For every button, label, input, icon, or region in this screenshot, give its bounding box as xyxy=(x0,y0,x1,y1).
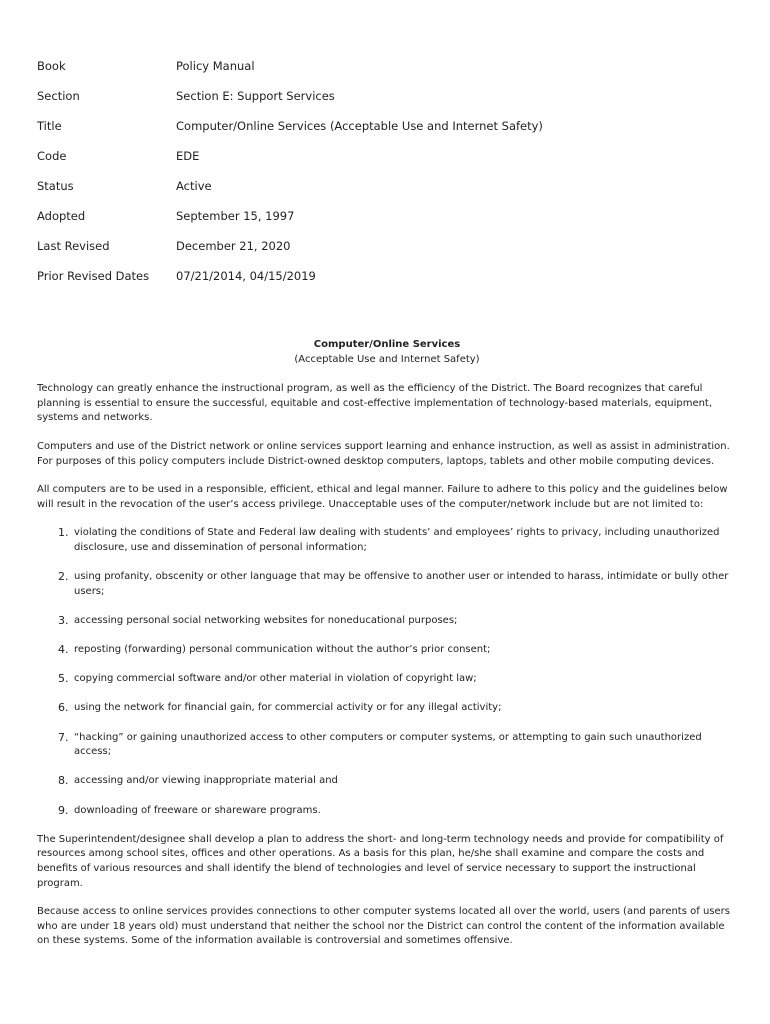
document-title: Computer/Online Services xyxy=(313,339,461,350)
list-item-number: 6. xyxy=(58,701,69,715)
document-subtitle: (Acceptable Use and Internet Safety) xyxy=(294,353,480,365)
list-item-text: using profanity, obscenity or other language that may be offensive to another user or intended to harass, intimidate or bully other users; xyxy=(74,571,729,597)
meta-value: September 15, 1997 xyxy=(176,209,295,223)
meta-value: 07/21/2014, 04/15/2019 xyxy=(176,269,316,283)
meta-value: December 21, 2020 xyxy=(176,239,291,253)
list-item-number: 8. xyxy=(58,774,69,788)
list-item-text: reposting (forwarding) personal communication without the author’s prior consent; xyxy=(74,644,491,656)
list-item-number: 9. xyxy=(58,803,69,817)
body-paragraph: The Superintendent/designee shall develop a plan to address the short- and long-term technology needs and provide for compatibility of resources among school sites, offices and other operations. As a basis for this plan, he/she shall examine and compare the costs and benefits of various resources and shall identify the blend of technologies and level of service necessary to support the instructional program. xyxy=(37,833,724,889)
list-item-text: “hacking” or gaining unauthorized access to other computers or computer systems, or attempting to gain such unauthorized access; xyxy=(74,731,702,758)
list-item-text: downloading of freeware or shareware programs. xyxy=(74,804,321,816)
meta-label: Code xyxy=(37,149,67,163)
body-paragraph: Computers and use of the District network or online services support learning and enhance instruction, as well as assist in administration. For purposes of this policy computers include District-owned desktop computers, laptops, tablets and other mobile computing devices. xyxy=(37,440,730,467)
list-item-text: violating the conditions of State and Federal law dealing with students’ and employees’ rights to privacy, including unauthorized disclosure, use and dissemination of personal information; xyxy=(74,527,720,553)
meta-value: Computer/Online Services (Acceptable Use and Internet Safety) xyxy=(176,119,543,133)
meta-value: Active xyxy=(176,179,212,193)
list-item xyxy=(37,570,737,599)
list-item xyxy=(37,701,737,716)
list-item-number: 7. xyxy=(58,730,69,744)
meta-label: Adopted xyxy=(37,209,86,223)
list-item-text: accessing personal social networking websites for noneducational purposes; xyxy=(74,614,458,626)
list-item-number: 3. xyxy=(58,613,69,627)
list-item xyxy=(37,526,737,555)
meta-label: Prior Revised Dates xyxy=(37,269,150,283)
body-paragraph: Because access to online services provides connections to other computer systems located all over the world, users (and parents of users who are under 18 years old) must understand that neither the school nor the District can control the content of the information available on these systems. Some of the information available is controversial and sometimes offensive. xyxy=(37,906,730,947)
list-item xyxy=(37,804,737,819)
body-paragraph: Technology can greatly enhance the instructional program, as well as the efficiency of the District. The Board recognizes that careful planning is essential to ensure the successful, equitable and cost-effective implementation of technology-based materials, equipment, systems and networks. xyxy=(37,383,713,424)
meta-label: Last Revised xyxy=(37,239,110,253)
list-item-text: using the network for financial gain, for commercial activity or for any illegal activity; xyxy=(74,702,502,714)
unacceptable-uses-list xyxy=(37,526,737,818)
meta-value: Section E: Support Services xyxy=(176,89,335,103)
list-item-number: 1. xyxy=(58,526,69,540)
list-item-number: 4. xyxy=(58,643,69,657)
meta-label: Book xyxy=(37,59,66,73)
meta-label: Title xyxy=(37,119,62,133)
list-item-number: 2. xyxy=(58,570,69,584)
list-item-number: 5. xyxy=(58,672,69,686)
list-item xyxy=(37,774,737,789)
list-item-text: copying commercial software and/or other material in violation of copyright law; xyxy=(74,673,477,685)
meta-value: Policy Manual xyxy=(176,59,255,73)
list-item xyxy=(37,672,737,687)
list-item-text: accessing and/or viewing inappropriate material and xyxy=(74,775,338,787)
meta-value: EDE xyxy=(176,149,200,163)
meta-label: Section xyxy=(37,89,80,103)
list-item xyxy=(37,614,737,629)
list-item xyxy=(37,643,737,658)
list-item xyxy=(37,731,737,760)
meta-label: Status xyxy=(37,179,74,193)
policy-body xyxy=(37,338,737,963)
body-paragraph: All computers are to be used in a responsible, efficient, ethical and legal manner. Failure to adhere to this policy and the guidelines below will result in the revocation of the user’s access privilege. Unacceptable uses of the computer/network include but are not limited to: xyxy=(37,484,728,510)
